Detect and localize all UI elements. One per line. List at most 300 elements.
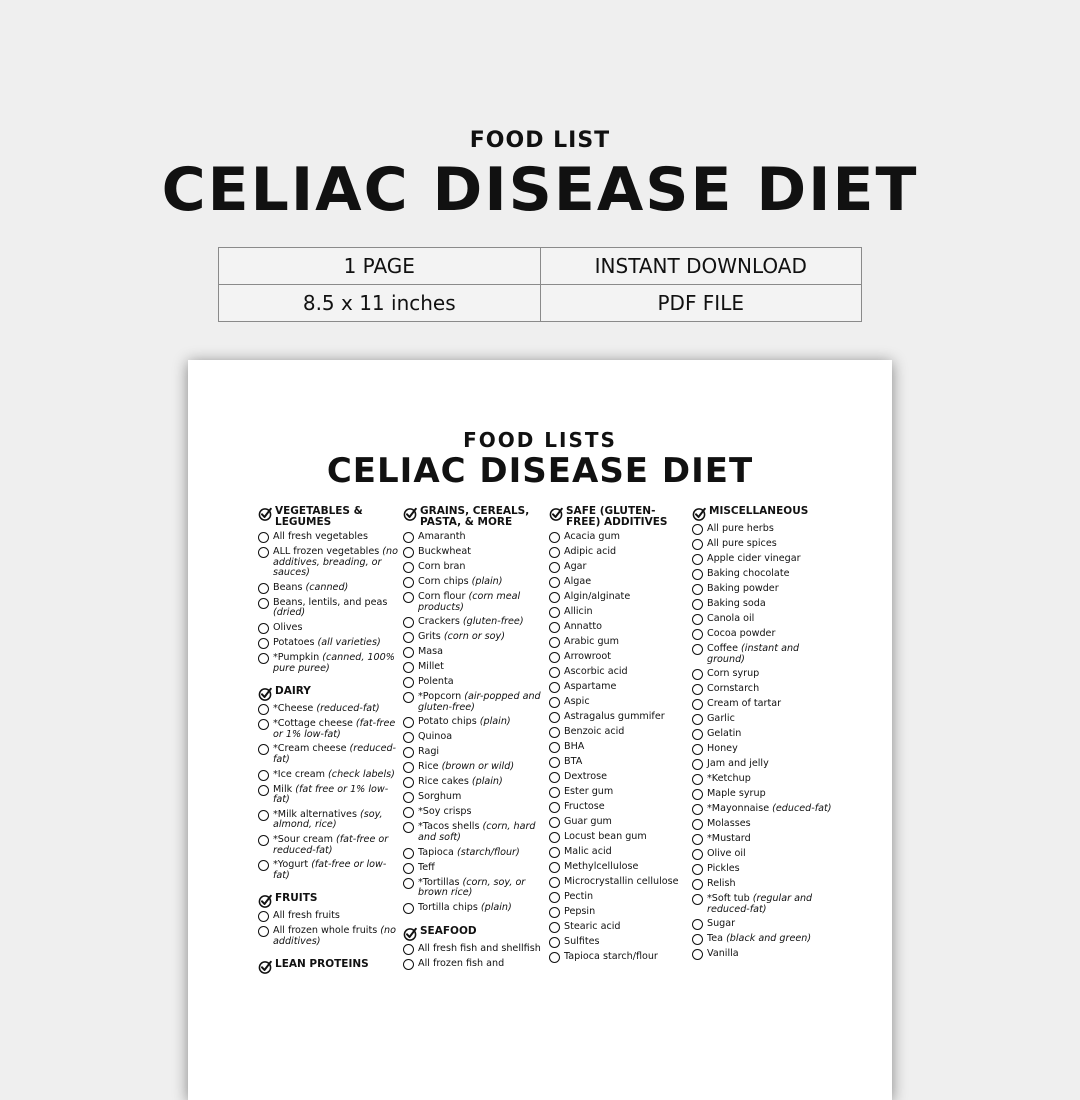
checkbox-circle-icon[interactable] <box>692 584 703 595</box>
checkbox-circle-icon[interactable] <box>692 699 703 710</box>
item-text <box>418 617 524 628</box>
checkmark-icon <box>258 686 272 700</box>
checkbox-circle-icon[interactable] <box>692 789 703 800</box>
checkbox-circle-icon[interactable] <box>258 785 269 796</box>
checkbox-circle-icon[interactable] <box>549 862 560 873</box>
item-label: Agar <box>564 561 587 572</box>
item-label: Rice <box>418 761 442 773</box>
info-row <box>219 285 862 322</box>
checklist-item[interactable] <box>403 959 543 970</box>
checkbox-circle-icon[interactable] <box>549 802 560 813</box>
item-text <box>707 864 740 875</box>
section-title: DAIRY <box>275 685 311 698</box>
checklist-item[interactable] <box>692 729 832 740</box>
checklist-item[interactable] <box>549 952 689 963</box>
item-text <box>273 653 398 674</box>
item-text <box>273 744 398 765</box>
checklist-item[interactable] <box>692 614 832 625</box>
item-text <box>564 697 590 708</box>
checkbox-circle-icon[interactable] <box>258 860 269 871</box>
checklist-item[interactable] <box>258 810 398 831</box>
checkbox-circle-icon[interactable] <box>403 792 414 803</box>
item-text <box>564 772 607 783</box>
checkbox-circle-icon[interactable] <box>403 592 414 603</box>
checklist-item[interactable] <box>549 607 689 618</box>
checklist-item[interactable] <box>549 652 689 663</box>
checklist-item[interactable] <box>549 937 689 948</box>
checklist-item[interactable] <box>692 849 832 860</box>
checklist-item[interactable] <box>692 949 832 960</box>
checklist-item[interactable] <box>549 727 689 738</box>
checklist-item[interactable] <box>258 860 398 881</box>
checklist-item[interactable] <box>692 919 832 930</box>
item-label: Fructose <box>564 801 605 812</box>
checklist-item[interactable] <box>258 926 398 947</box>
checklist-item[interactable] <box>549 787 689 798</box>
checklist-item[interactable] <box>692 864 832 875</box>
checkbox-circle-icon[interactable] <box>549 577 560 588</box>
checklist-item[interactable] <box>549 622 689 633</box>
checkbox-circle-icon[interactable] <box>549 547 560 558</box>
item-label: Garlic <box>707 713 735 725</box>
checkbox-circle-icon[interactable] <box>258 653 269 664</box>
checkmark-icon <box>549 506 563 520</box>
checklist-item[interactable] <box>549 682 689 693</box>
item-label: Sorghum <box>418 791 462 803</box>
checkbox-circle-icon[interactable] <box>403 762 414 773</box>
checklist-item[interactable] <box>692 644 832 665</box>
item-text <box>707 684 759 695</box>
item-label: All fresh vegetables <box>273 531 368 542</box>
checkbox-circle-icon[interactable] <box>692 864 703 875</box>
checkbox-circle-icon[interactable] <box>692 879 703 890</box>
checklist-item[interactable] <box>403 903 543 914</box>
item-text <box>418 692 543 713</box>
item-label: Pectin <box>564 891 594 902</box>
item-text <box>564 757 582 768</box>
checklist-item[interactable] <box>692 804 832 815</box>
item-label: All fresh fruits <box>273 910 340 922</box>
checkbox-circle-icon[interactable] <box>403 647 414 658</box>
checklist-item[interactable] <box>403 762 543 773</box>
section-title: GRAINS, CEREALS, PASTA, & MORE <box>420 505 530 528</box>
checkbox-circle-icon[interactable] <box>692 614 703 625</box>
checklist-item[interactable] <box>692 714 832 725</box>
checkbox-circle-icon[interactable] <box>549 787 560 798</box>
checklist-item[interactable] <box>692 539 832 550</box>
checkbox-circle-icon[interactable] <box>549 907 560 918</box>
checkbox-circle-icon[interactable] <box>403 692 414 703</box>
checkbox-circle-icon[interactable] <box>692 934 703 945</box>
checklist-item[interactable] <box>692 759 832 770</box>
checklist-item[interactable] <box>692 584 832 595</box>
checklist-item[interactable] <box>403 647 543 658</box>
item-label: Buckwheat <box>418 546 471 557</box>
checkbox-circle-icon[interactable] <box>692 644 703 655</box>
item-label: Beans <box>273 581 306 593</box>
checklist-item[interactable] <box>692 789 832 800</box>
item-text <box>418 959 504 970</box>
checkbox-circle-icon[interactable] <box>692 569 703 580</box>
checklist-item[interactable] <box>549 892 689 903</box>
checklist-item[interactable] <box>403 848 543 859</box>
checklist-item[interactable] <box>258 835 398 856</box>
checklist-item[interactable] <box>403 547 543 558</box>
checkbox-circle-icon[interactable] <box>692 744 703 755</box>
checkbox-circle-icon[interactable] <box>258 719 269 730</box>
item-text <box>418 532 466 543</box>
checklist-item[interactable] <box>692 879 832 890</box>
item-text <box>418 903 512 914</box>
item-note: (instant and ground) <box>707 643 800 665</box>
item-text <box>564 937 600 948</box>
checkbox-circle-icon[interactable] <box>692 684 703 695</box>
checkbox-circle-icon[interactable] <box>549 892 560 903</box>
checklist-item[interactable] <box>403 822 543 843</box>
item-label: Cornstarch <box>707 683 760 695</box>
item-label: Tapioca starch/flour <box>564 951 658 962</box>
section-title: LEAN PROTEINS <box>275 958 369 971</box>
item-label: Allicin <box>564 606 593 617</box>
checkbox-circle-icon[interactable] <box>549 637 560 648</box>
item-label: Rice cakes <box>418 776 472 788</box>
item-label: *Milk alternatives <box>273 808 361 820</box>
column-2 <box>403 506 543 970</box>
item-text <box>707 599 766 610</box>
item-text <box>707 644 832 665</box>
checklist-item[interactable] <box>403 807 543 818</box>
sheet-subtitle: FOOD LISTS <box>463 428 617 452</box>
checkbox-circle-icon[interactable] <box>403 777 414 788</box>
item-label: *Cheese <box>273 703 317 715</box>
item-text <box>564 652 611 663</box>
checklist-item[interactable] <box>258 744 398 765</box>
checklist-item[interactable] <box>403 732 543 743</box>
checkbox-circle-icon[interactable] <box>549 697 560 708</box>
item-text <box>418 792 461 803</box>
item-label: Teff <box>418 861 435 873</box>
item-label: Acacia gum <box>564 531 620 542</box>
checklist-item[interactable] <box>549 757 689 768</box>
section-heading <box>403 506 543 528</box>
checklist-item[interactable] <box>549 847 689 858</box>
item-label: Quinoa <box>418 731 453 743</box>
checkbox-circle-icon[interactable] <box>549 667 560 678</box>
checkbox-circle-icon[interactable] <box>549 847 560 858</box>
checklist-item[interactable] <box>258 547 398 579</box>
checkbox-circle-icon[interactable] <box>403 903 414 914</box>
checkbox-circle-icon[interactable] <box>549 532 560 543</box>
checklist-item[interactable] <box>692 819 832 830</box>
item-label: Algin/alginate <box>564 591 631 602</box>
item-label: *Popcorn <box>418 691 465 703</box>
checkbox-circle-icon[interactable] <box>403 532 414 543</box>
item-label: *Yogurt <box>273 859 312 871</box>
checklist-item[interactable] <box>403 662 543 673</box>
checkbox-circle-icon[interactable] <box>403 822 414 833</box>
checkbox-circle-icon[interactable] <box>692 669 703 680</box>
checklist-item[interactable] <box>549 802 689 813</box>
item-label: Ester gum <box>564 786 614 797</box>
item-text <box>564 727 624 738</box>
checklist-item[interactable] <box>403 717 543 728</box>
item-text <box>564 802 605 813</box>
item-label: *Tacos shells <box>418 821 483 833</box>
checkbox-circle-icon[interactable] <box>258 704 269 715</box>
checklist-item[interactable] <box>692 774 832 785</box>
checkbox-circle-icon[interactable] <box>258 835 269 846</box>
checkbox-circle-icon[interactable] <box>692 714 703 725</box>
item-text <box>707 554 801 565</box>
item-text <box>273 598 398 619</box>
checkbox-circle-icon[interactable] <box>258 547 269 558</box>
checklist-item[interactable] <box>549 712 689 723</box>
checkbox-circle-icon[interactable] <box>549 742 560 753</box>
checkbox-circle-icon[interactable] <box>549 937 560 948</box>
item-text <box>418 732 452 743</box>
checkbox-circle-icon[interactable] <box>692 834 703 845</box>
item-text <box>707 934 811 945</box>
checklist-item[interactable] <box>403 777 543 788</box>
item-text <box>707 714 735 725</box>
checkbox-circle-icon[interactable] <box>258 598 269 609</box>
checklist-item[interactable] <box>258 911 398 922</box>
checklist-item[interactable] <box>258 785 398 806</box>
checkbox-circle-icon[interactable] <box>549 877 560 888</box>
checkbox-circle-icon[interactable] <box>549 562 560 573</box>
checklist-item[interactable] <box>403 692 543 713</box>
checklist-item[interactable] <box>403 632 543 643</box>
checkbox-circle-icon[interactable] <box>692 919 703 930</box>
checklist-item[interactable] <box>549 532 689 543</box>
checklist-item[interactable] <box>403 944 543 955</box>
item-text <box>273 810 398 831</box>
checklist-item[interactable] <box>549 922 689 933</box>
checklist-item[interactable] <box>692 669 832 680</box>
item-label: Tea <box>707 933 727 945</box>
item-text <box>418 777 503 788</box>
item-label: Polenta <box>418 676 454 688</box>
checklist-item[interactable] <box>403 592 543 613</box>
checklist-item[interactable] <box>403 747 543 758</box>
item-label: Millet <box>418 661 444 673</box>
checklist-item[interactable] <box>549 637 689 648</box>
checkbox-circle-icon[interactable] <box>549 682 560 693</box>
checkbox-circle-icon[interactable] <box>549 772 560 783</box>
checkbox-circle-icon[interactable] <box>403 747 414 758</box>
checklist-item[interactable] <box>549 547 689 558</box>
checkbox-circle-icon[interactable] <box>692 524 703 535</box>
checkbox-circle-icon[interactable] <box>403 732 414 743</box>
checkbox-circle-icon[interactable] <box>258 926 269 937</box>
checkbox-circle-icon[interactable] <box>549 607 560 618</box>
checklist-item[interactable] <box>549 832 689 843</box>
checklist-item[interactable] <box>258 638 398 649</box>
item-text <box>707 539 777 550</box>
checklist-item[interactable] <box>692 894 832 915</box>
checkbox-circle-icon[interactable] <box>403 617 414 628</box>
checkbox-circle-icon[interactable] <box>692 759 703 770</box>
checkbox-circle-icon[interactable] <box>258 638 269 649</box>
checkbox-circle-icon[interactable] <box>549 922 560 933</box>
checklist-item[interactable] <box>692 569 832 580</box>
checkbox-circle-icon[interactable] <box>403 807 414 818</box>
checklist-item[interactable] <box>692 599 832 610</box>
checkbox-circle-icon[interactable] <box>258 770 269 781</box>
item-text <box>418 863 435 874</box>
checkbox-circle-icon[interactable] <box>403 944 414 955</box>
checklist-item[interactable] <box>258 583 398 594</box>
item-text <box>273 860 398 881</box>
checkbox-circle-icon[interactable] <box>549 622 560 633</box>
checklist-item[interactable] <box>692 744 832 755</box>
checkbox-circle-icon[interactable] <box>258 810 269 821</box>
checklist-item[interactable] <box>403 617 543 628</box>
checklist-item[interactable] <box>549 667 689 678</box>
item-label: Crackers <box>418 616 463 628</box>
item-label: Arrowroot <box>564 651 612 662</box>
checklist-item[interactable] <box>692 554 832 565</box>
checklist-item[interactable] <box>549 562 689 573</box>
checklist-item[interactable] <box>549 742 689 753</box>
checklist-item[interactable] <box>258 704 398 715</box>
checklist-item[interactable] <box>692 524 832 535</box>
checklist-item[interactable] <box>549 907 689 918</box>
item-text <box>707 834 751 845</box>
item-note: (soy, almond, rice) <box>273 808 383 831</box>
checklist-item[interactable] <box>403 532 543 543</box>
checkbox-circle-icon[interactable] <box>692 539 703 550</box>
checkbox-circle-icon[interactable] <box>549 817 560 828</box>
checkbox-circle-icon[interactable] <box>403 677 414 688</box>
checkbox-circle-icon[interactable] <box>403 717 414 728</box>
checklist-item[interactable] <box>692 834 832 845</box>
checkbox-circle-icon[interactable] <box>692 629 703 640</box>
checkmark-icon <box>258 893 272 907</box>
checklist-item[interactable] <box>403 863 543 874</box>
item-note: (reduced-fat) <box>273 743 397 765</box>
checklist-item[interactable] <box>692 699 832 710</box>
item-note: (fat free or 1% low-fat) <box>273 783 389 806</box>
checkbox-circle-icon[interactable] <box>692 849 703 860</box>
checklist-item[interactable] <box>692 684 832 695</box>
checkbox-circle-icon[interactable] <box>549 952 560 963</box>
checklist-item[interactable] <box>549 577 689 588</box>
checkbox-circle-icon[interactable] <box>549 832 560 843</box>
item-label: Milk <box>273 783 296 795</box>
item-label: Tapioca <box>418 846 457 858</box>
checkbox-circle-icon[interactable] <box>403 562 414 573</box>
checkbox-circle-icon[interactable] <box>549 652 560 663</box>
checklist-item[interactable] <box>549 862 689 873</box>
checkbox-circle-icon[interactable] <box>692 729 703 740</box>
checkbox-circle-icon[interactable] <box>258 744 269 755</box>
checklist-item[interactable] <box>549 817 689 828</box>
checkbox-circle-icon[interactable] <box>692 599 703 610</box>
checklist-item[interactable] <box>549 697 689 708</box>
checklist-item[interactable] <box>258 623 398 634</box>
item-text <box>707 729 741 740</box>
checkbox-circle-icon[interactable] <box>692 819 703 830</box>
checklist-item[interactable] <box>403 577 543 588</box>
checklist-item[interactable] <box>258 532 398 543</box>
checkbox-circle-icon[interactable] <box>692 554 703 565</box>
checklist-item[interactable] <box>258 719 398 740</box>
checkmark-icon <box>403 506 417 520</box>
checkbox-circle-icon[interactable] <box>258 623 269 634</box>
checklist-item[interactable] <box>549 592 689 603</box>
checkbox-circle-icon[interactable] <box>403 547 414 558</box>
item-label: Adipic acid <box>564 546 617 557</box>
checkbox-circle-icon[interactable] <box>403 878 414 889</box>
checkbox-circle-icon[interactable] <box>403 863 414 874</box>
item-label: BTA <box>564 756 583 767</box>
checklist-item[interactable] <box>549 772 689 783</box>
section-heading <box>258 893 398 907</box>
item-text <box>418 717 511 728</box>
checkbox-circle-icon[interactable] <box>549 592 560 603</box>
checkbox-circle-icon[interactable] <box>692 774 703 785</box>
checkbox-circle-icon[interactable] <box>549 757 560 768</box>
column-3 <box>549 506 689 963</box>
checkmark-icon <box>692 506 706 520</box>
item-text <box>273 583 348 594</box>
checkbox-circle-icon[interactable] <box>403 632 414 643</box>
item-text <box>418 662 444 673</box>
item-note: (corn or soy) <box>443 631 505 643</box>
item-text <box>418 762 514 773</box>
checkbox-circle-icon[interactable] <box>258 532 269 543</box>
item-note: (fat-free or low-fat) <box>273 859 387 881</box>
checkbox-circle-icon[interactable] <box>403 848 414 859</box>
checklist-item[interactable] <box>692 629 832 640</box>
checkbox-circle-icon[interactable] <box>692 949 703 960</box>
checkbox-circle-icon[interactable] <box>403 662 414 673</box>
checkbox-circle-icon[interactable] <box>258 583 269 594</box>
item-text <box>418 822 543 843</box>
checklist-item[interactable] <box>549 877 689 888</box>
checklist-item[interactable] <box>692 934 832 945</box>
section-heading <box>692 506 832 520</box>
checklist-item[interactable] <box>258 770 398 781</box>
checklist-item[interactable] <box>258 598 398 619</box>
item-text <box>564 817 612 828</box>
info-cell-download: INSTANT DOWNLOAD <box>540 248 862 285</box>
checklist-item[interactable] <box>403 792 543 803</box>
checkbox-circle-icon[interactable] <box>692 804 703 815</box>
item-text <box>564 742 584 753</box>
item-label: *Cottage cheese <box>273 718 356 730</box>
checklist-item[interactable] <box>403 562 543 573</box>
checkbox-circle-icon[interactable] <box>692 894 703 905</box>
checklist-item[interactable] <box>258 653 398 674</box>
checklist-item[interactable] <box>403 878 543 899</box>
checklist-item[interactable] <box>403 677 543 688</box>
checkbox-circle-icon[interactable] <box>258 911 269 922</box>
item-label: Potatoes <box>273 636 318 648</box>
item-label: Methylcellulose <box>564 861 639 872</box>
checkbox-circle-icon[interactable] <box>403 959 414 970</box>
item-text <box>418 677 454 688</box>
checkbox-circle-icon[interactable] <box>549 712 560 723</box>
item-note: (plain) <box>471 776 503 788</box>
item-label: Olive oil <box>707 848 746 860</box>
item-label: Aspic <box>564 696 590 707</box>
item-label: Sugar <box>707 918 736 930</box>
checkbox-circle-icon[interactable] <box>549 727 560 738</box>
item-text <box>707 894 832 915</box>
checkbox-circle-icon[interactable] <box>403 577 414 588</box>
